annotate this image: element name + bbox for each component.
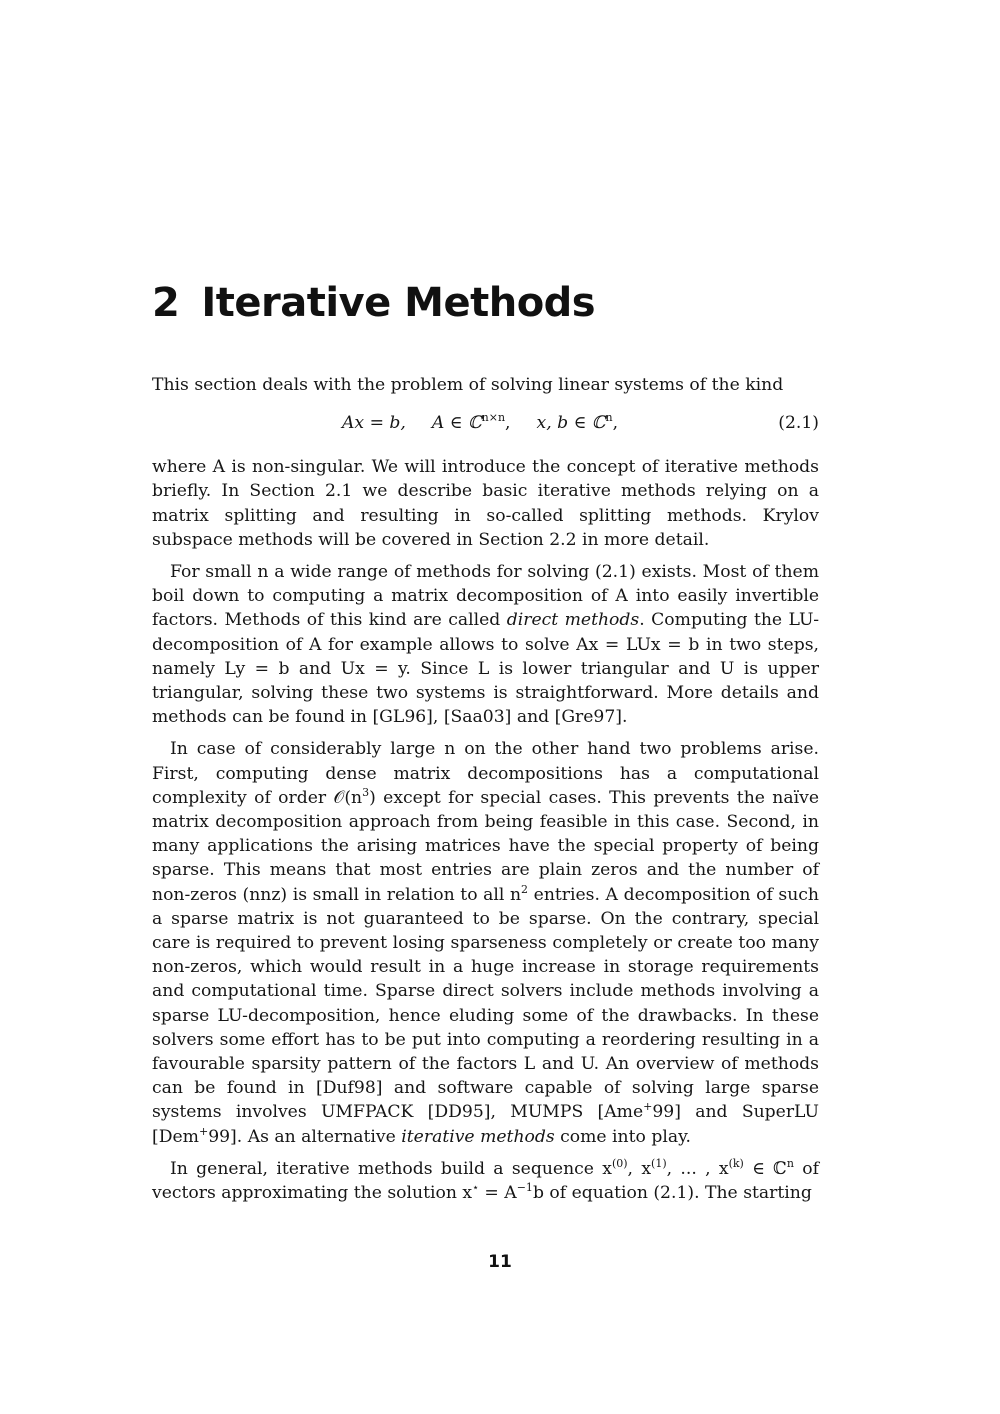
paragraph-4 bbox=[152, 1157, 819, 1205]
paragraph-4-text-g: b of equation (2.1). The starting bbox=[532, 1183, 812, 1204]
paragraph-2-text-a: For small n a wide range of methods for solving (2.1) exists. Most of them boil down to computing a matrix decomposition of A into easily invertible factors. Methods of this kind are called bbox=[152, 562, 819, 631]
paragraph-3-text-a: In case of considerably large n on the other hand two problems arise. First, computing dense matrix decompositions has a computational complexity of order 𝒪(n bbox=[152, 739, 819, 808]
paragraph-4-text-f: = A bbox=[478, 1183, 517, 1204]
equation-domain-xb: x, b ∈ ℂ bbox=[536, 413, 606, 434]
paragraph-3-emphasis: iterative methods bbox=[401, 1126, 555, 1147]
chapter-title: Iterative Methods bbox=[201, 280, 596, 326]
equation-domain-a: A ∈ ℂ bbox=[431, 413, 482, 434]
paragraph-2-emphasis: direct methods bbox=[506, 610, 640, 631]
paragraph-4-text-c: , ... , x bbox=[666, 1158, 729, 1179]
equation-domain-xb-end: , bbox=[612, 413, 619, 434]
equation-number: (2.1) bbox=[778, 413, 819, 434]
chapter-number: 2 bbox=[152, 280, 180, 326]
paragraph-4-sup-star: ⋆ bbox=[472, 1181, 479, 1195]
page-number: 11 bbox=[488, 1252, 512, 1272]
paragraph-3-sup-4: + bbox=[198, 1124, 209, 1138]
paragraph-4-text-d: ∈ ℂ bbox=[743, 1158, 787, 1179]
paragraph-1: where A is non-singular. We will introduce the concept of iterative methods briefly. In Section 2.1 we describe basic iterative methods relying on a matrix splitting and resulting in so-called splitting methods. Krylov subspace methods will be covered in Section 2.2 in more detail. bbox=[152, 457, 819, 550]
paragraph-2 bbox=[152, 560, 819, 729]
paragraph-3 bbox=[152, 737, 819, 1148]
body-text bbox=[152, 373, 819, 1213]
paragraph-3-sup-3: + bbox=[643, 1100, 653, 1114]
paragraph-4-sup-n: n bbox=[786, 1156, 794, 1170]
paragraph-2-text-b: . Computing the LU-decomposition of A for example allows to solve Ax = LUx = b in two steps, namely Ly = b and Ux = y. Since L is lower triangular and U is upper triangular, solving these two systems is straightforward. More details and methods can be found in [GL96], [Saa03] and [Gre97]. bbox=[152, 610, 820, 728]
paragraph-3-text-e: 99]. As an alternative bbox=[208, 1126, 402, 1147]
equation-domain-a-sup: n×n bbox=[481, 411, 506, 425]
paragraph-3-text-c: entries. A decomposition of such a sparse matrix is not guaranteed to be sparse. On the contrary, special care is required to prevent losing sparseness completely or create too many non-zeros, which would result in a huge increase in storage requirements and computational time. Sparse direct solvers include methods involving a sparse LU-decomposition, hence eluding some of the drawbacks. In these solvers some effort has to be put into computing a reordering resulting in a favourable sparsity pattern of the factors L and U. An overview of methods can be found in [Duf98] and software capable of solving large sparse systems involves UMFPACK [DD95], MUMPS [Ame bbox=[152, 884, 819, 1123]
paragraph-4-sup-1: (1) bbox=[651, 1156, 667, 1170]
paragraph-4-sup-inverse: −1 bbox=[516, 1181, 533, 1195]
equation-content bbox=[342, 411, 618, 435]
paragraph-4-text-a: In general, iterative methods build a sequence x bbox=[170, 1158, 612, 1179]
paragraph-3-text-d: 99] and SuperLU [Dem bbox=[152, 1102, 820, 1147]
paragraph-4-sup-k: (k) bbox=[728, 1156, 744, 1170]
paragraph-3-sup-1: 3 bbox=[362, 785, 370, 799]
paragraph-4-text-e: of vectors approximating the solution x bbox=[152, 1158, 819, 1204]
equation-domain-xb-sup: n bbox=[605, 411, 613, 425]
equation-lhs: Ax = b, bbox=[342, 413, 406, 434]
paragraph-4-text-b: , x bbox=[627, 1158, 652, 1179]
intro-paragraph: This section deals with the problem of solving linear systems of the kind bbox=[152, 375, 784, 395]
paragraph-3-sup-2: 2 bbox=[521, 882, 529, 896]
paragraph-3-text-b: ) except for special cases. This prevents the naïve matrix decomposition approach from being feasible in this case. Second, in many applications the arising matrices have the special property of being sparse. This means that most entries are plain zeros and the number of non-zeros (nnz) is small in relation to all n bbox=[152, 787, 819, 905]
chapter-heading bbox=[152, 280, 595, 326]
equation-domain-a-end: , bbox=[505, 413, 511, 434]
paragraph-4-sup-0: (0) bbox=[611, 1156, 628, 1170]
paragraph-3-text-f: come into play. bbox=[554, 1126, 691, 1147]
equation-2-1 bbox=[152, 411, 819, 435]
